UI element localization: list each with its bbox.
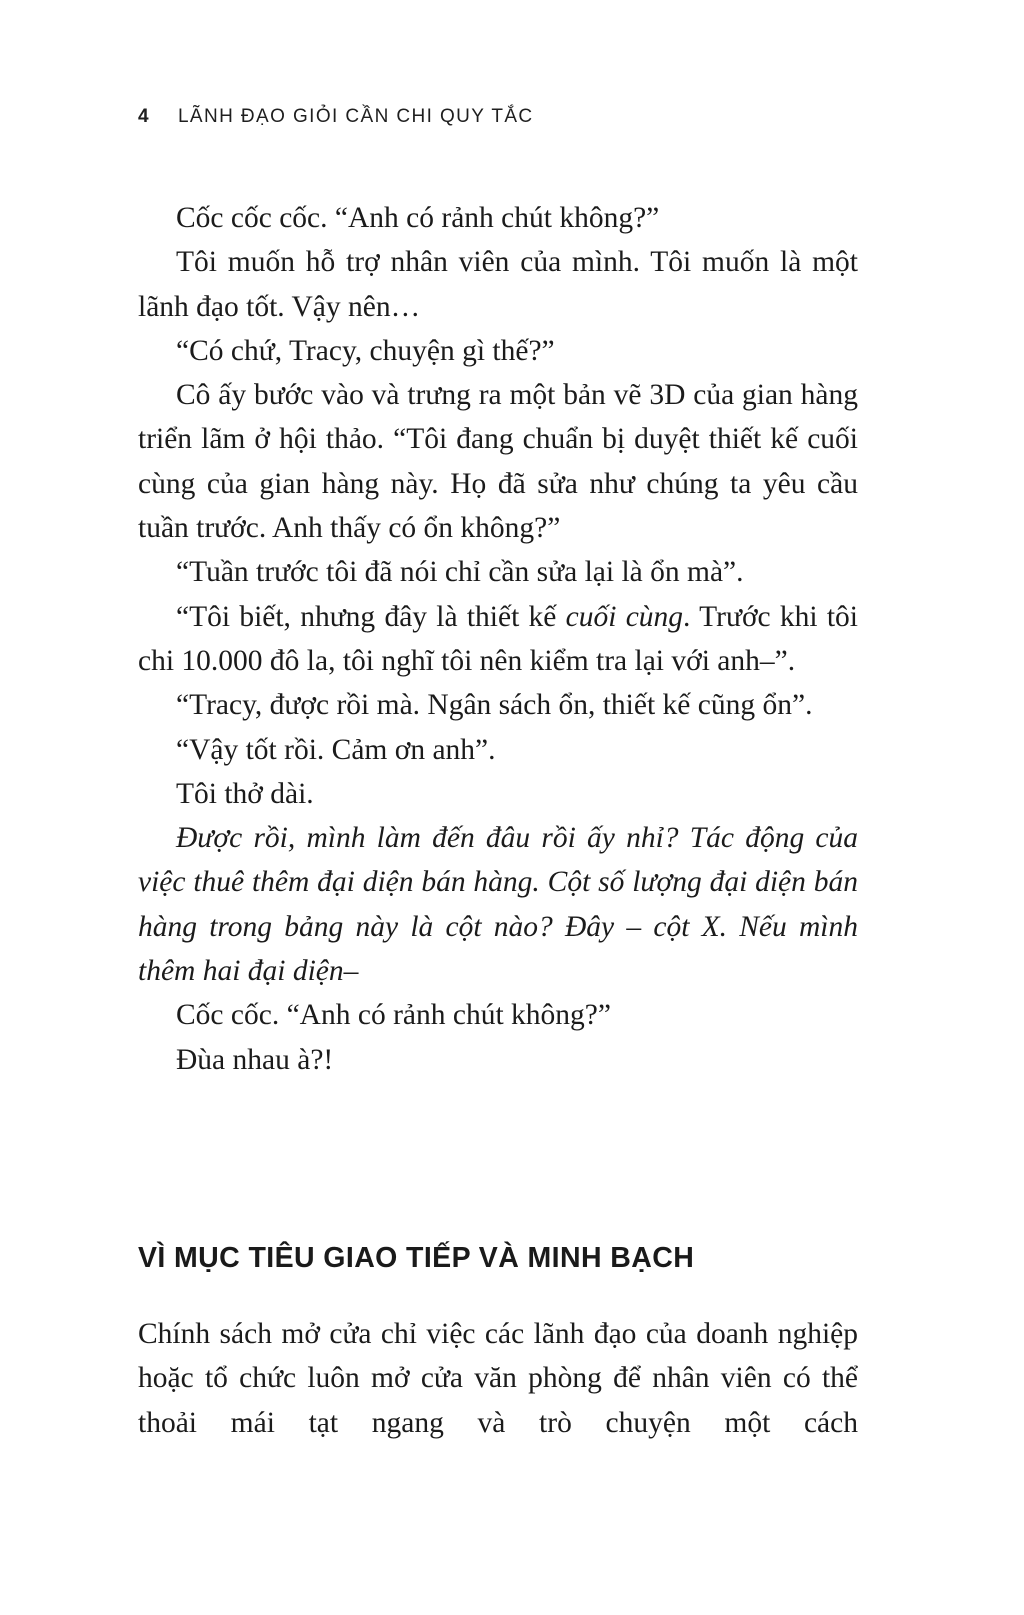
- paragraph-final-design: [138, 595, 858, 684]
- paragraph-support-staff: Tôi muốn hỗ trợ nhân viên của mình. Tôi muốn là một lãnh đạo tốt. Vậy nên…: [138, 246, 858, 323]
- paragraph-knock-again: Cốc cốc. “Anh có rảnh chút không?”: [176, 999, 611, 1032]
- section-heading: VÌ MỤC TIÊU GIAO TIẾP VÀ MINH BẠCH: [138, 1242, 695, 1274]
- final-design-emphasis: cuối cùng: [565, 600, 684, 633]
- page-number: 4: [138, 106, 150, 127]
- final-design-text-before: “Tôi biết, nhưng đây là thiết kế: [176, 600, 566, 633]
- paragraph-knock: Cốc cốc cốc. “Anh có rảnh chút không?”: [176, 202, 660, 234]
- paragraph-kidding: Đùa nhau à?!: [176, 1043, 334, 1076]
- paragraph-budget-ok: “Tracy, được rồi mà. Ngân sách ổn, thiết kế cũng ổn”.: [176, 689, 813, 722]
- narrative-text: [138, 196, 858, 1082]
- running-header: [138, 106, 534, 128]
- paragraph-booth-design: Cô ấy bước vào và trưng ra một bản vẽ 3D của gian hàng triển lãm ở hội thảo. “Tôi đang chuẩn bị duyệt thiết kế cuối cùng của gian hàng này. Họ đã sửa như chúng ta yêu cầu tuần trước. Anh thấy có ổn không?”: [138, 379, 858, 545]
- final-design-text-after: . Trước khi tôi chi 10.000 đô la, tôi nghĩ tôi nên kiểm tra lại với anh–”.: [138, 600, 858, 677]
- paragraph-inner-thought: [138, 816, 858, 993]
- running-title: LÃNH ĐẠO GIỎI CẦN CHI QUY TẮC: [177, 106, 534, 127]
- section-paragraph: Chính sách mở cửa chỉ việc các lãnh đạo của doanh nghiệp hoặc tổ chức luôn mở cửa văn phòng để nhân viên có thể thoải mái tạt ngang và trò chuyện một cách: [138, 1318, 858, 1439]
- paragraph-sigh: Tôi thở dài.: [176, 777, 314, 810]
- paragraph-reply-tracy: “Có chứ, Tracy, chuyện gì thế?”: [176, 334, 555, 367]
- paragraph-thanks: “Vậy tốt rồi. Cảm ơn anh”.: [176, 733, 496, 766]
- paragraph-last-week: “Tuần trước tôi đã nói chỉ cần sửa lại là ổn mà”.: [176, 556, 744, 589]
- inner-thought-text: Được rồi, mình làm đến đâu rồi ấy nhỉ? Tác động của việc thuê thêm đại diện bán hàng. Cột số lượng đại diện bán hàng trong bảng này là cột nào? Đây – cột X. Nếu mình thêm hai đại diện–: [138, 822, 858, 988]
